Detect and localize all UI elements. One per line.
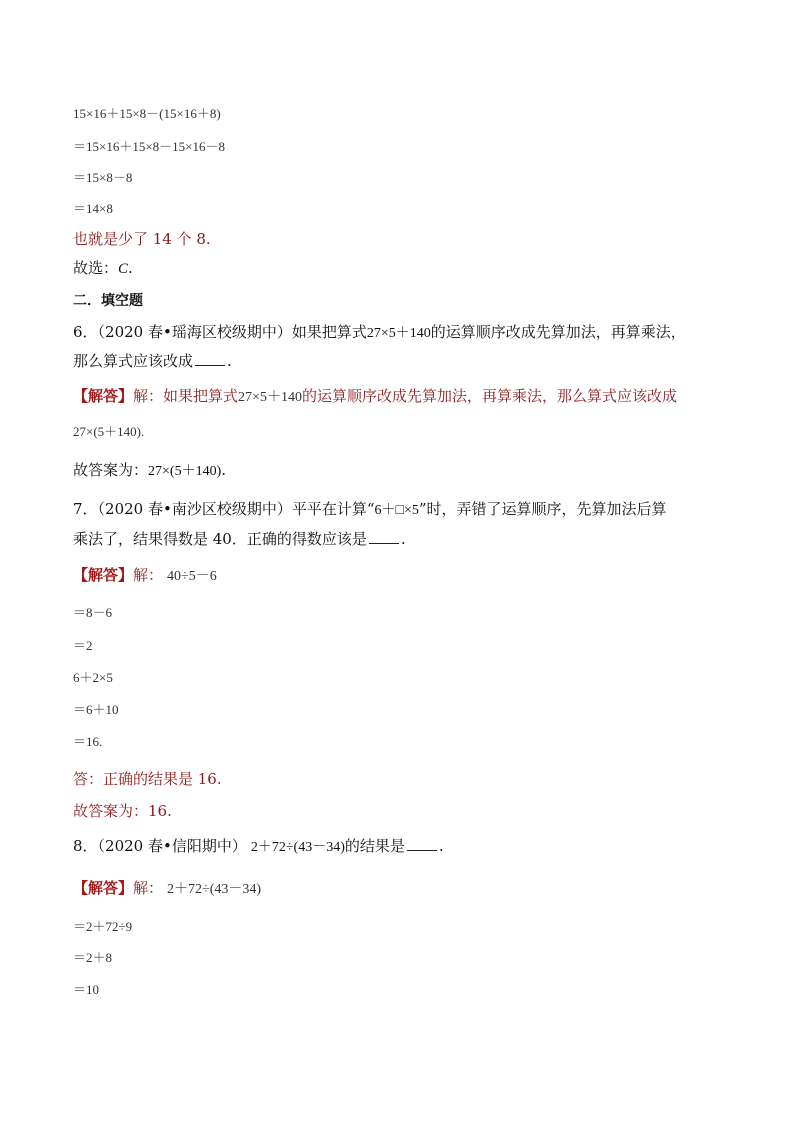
q7-line-2 (73, 528, 406, 549)
q8-step-4: ＝10 (73, 982, 100, 997)
q6-blank (195, 355, 225, 366)
choice-prefix: 故选： (73, 259, 119, 277)
calc-conclusion: 也就是少了 14 个 8. (73, 230, 211, 248)
q7-text-a: 平平在计算“ (291, 500, 375, 518)
q8-answer-label: 【解答】 (73, 879, 134, 897)
q8-answer-jie: 解： (133, 879, 164, 897)
q7-step-6: ＝16 (73, 734, 100, 749)
q7-number: 7． (73, 500, 98, 518)
q8-end: . (438, 837, 444, 855)
q7-step-5: ＝6＋10 (73, 702, 119, 717)
q8-answer-line (73, 877, 261, 898)
q6-answer-end: . (141, 424, 145, 439)
q8-expression: 2＋72÷(43－34) (250, 840, 345, 855)
q8-number: 8． (73, 837, 98, 855)
q7-answer-jie: 解： (133, 566, 164, 584)
q6-final-line (73, 459, 226, 480)
q6-answer-line (73, 385, 677, 406)
q7-line2-text: 乘法了，结果得数是 40．正确的得数应该是 (73, 530, 367, 548)
q6-line2-text: 那么算式应该改成 (73, 352, 194, 370)
q6-answer-a: 如果把算式 (163, 387, 239, 405)
q8-step-3: ＝2＋8 (73, 950, 113, 965)
q6-answer-label: 【解答】 (73, 387, 134, 405)
q7-answer-label: 【解答】 (73, 566, 134, 584)
q6-line-1 (73, 321, 686, 342)
choice-letter: C (118, 261, 129, 277)
calc-line-4: ＝14×8 (73, 201, 113, 216)
q7-expression: 6＋□×5 (374, 503, 419, 518)
q6-text-b: 的运算顺序改成先算加法，再算乘法， (430, 323, 686, 341)
q7-text-b: ”时，弄错了运算顺序，先算加法后算 (418, 500, 667, 518)
q7-final: 故答案为：16. (73, 802, 172, 820)
q6-line-2 (73, 350, 232, 371)
q8-text-b: 的结果是 (344, 837, 405, 855)
q6-answer-b: 的运算顺序改成先算加法，再算乘法，那么算式应该改成 (301, 387, 677, 405)
q6-answer-expression: 27×5＋140 (238, 390, 302, 405)
q6-answer-jie: 解： (133, 387, 164, 405)
q8-line-1 (73, 835, 444, 856)
q6-final-label: 故答案为： (73, 461, 149, 479)
q6-end: . (227, 352, 232, 370)
q8-step-1: 2＋72÷(43－34) (167, 882, 262, 897)
q6-answer-result-line (73, 421, 144, 440)
section-title: 二．填空题 (73, 293, 143, 309)
choice-line (73, 257, 133, 278)
choice-suffix: . (128, 259, 133, 277)
q7-step-2: ＝8－6 (73, 605, 113, 620)
calc-line-1: 15×16＋15×8－(15×16＋8) (73, 106, 221, 121)
q6-final-value: 27×(5＋140) (148, 464, 222, 479)
q7-step-6-end: . (99, 734, 103, 749)
q7-end: . (400, 530, 406, 548)
q7-step-3: ＝2 (73, 638, 93, 653)
q7-answer-text: 答：正确的结果是 16. (73, 770, 222, 788)
calc-line-2: ＝15×16＋15×8－15×16－8 (73, 139, 225, 154)
q6-expression: 27×5＋140 (366, 326, 431, 341)
q8-source: （2020 春•信阳期中） (97, 837, 247, 855)
q7-step-6-line (73, 731, 102, 750)
q6-answer-result: 27×(5＋140) (73, 424, 141, 439)
q6-number: 6． (73, 323, 98, 341)
q7-blank (369, 533, 399, 544)
q7-source: （2020 春•南沙区校级期中） (97, 500, 292, 518)
q8-blank (407, 840, 437, 851)
q7-answer-line (73, 564, 217, 585)
calc-line-3: ＝15×8－8 (73, 170, 133, 185)
q7-line-1 (73, 498, 667, 519)
q7-step-1: 40÷5－6 (167, 569, 217, 584)
q6-final-end: . (221, 461, 227, 479)
q7-step-4: 6＋2×5 (73, 670, 113, 685)
q6-source: （2020 春•瑶海区校级期中） (97, 323, 292, 341)
q8-step-2: ＝2＋72÷9 (73, 919, 133, 934)
q6-text-a: 如果把算式 (291, 323, 367, 341)
